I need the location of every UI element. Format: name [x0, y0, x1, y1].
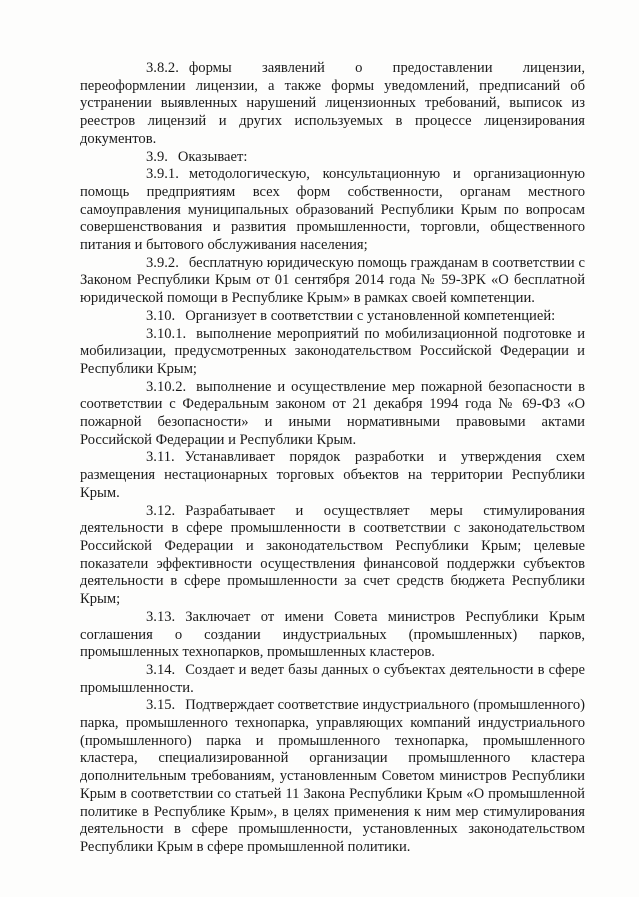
paragraph-number: 3.9. — [146, 148, 168, 165]
paragraph-3-11 — [80, 449, 585, 502]
paragraph-text: Разрабатывает и осуществляет меры стимулирования деятельности в сфере промышленности в соответствии с законодательством Российской Федерации и законодательством Республики Крым; целевые показатели эффективности осуществления финансовой поддержки субъектов деятельности в сфере промышленности за счет средств бюджета Республики Крым; — [80, 502, 585, 608]
document-body — [80, 60, 585, 857]
paragraph-number: 3.11. — [146, 449, 175, 466]
paragraph-number: 3.10. — [146, 307, 176, 324]
paragraph-text: Устанавливает порядок разработки и утверждения схем размещения нестационарных торговых объектов на территории Республики Крым. — [80, 449, 585, 501]
paragraph-text: Оказывает: — [177, 148, 248, 165]
paragraph-3-10-1 — [80, 326, 585, 379]
paragraph-number: 3.8.2. — [146, 60, 179, 76]
paragraph-number: 3.9.1. — [146, 166, 179, 183]
paragraph-text: методологическую, консультационную и организационную помощь предприятиям всех форм собственности, органам местного самоуправления муниципальных образований Республики Крым по вопросам совершенствования и развития промышленности, торговли, общественного питания и бытового обслуживания населения; — [80, 166, 585, 254]
paragraph-text: формы заявлений о предоставлении лицензии, переоформлении лицензии, а также формы уведомлений, предписаний об устранении выявленных нарушений лицензионных требований, выписок из реестров лицензий и других используемых в процессе лицензирования документов. — [80, 60, 585, 147]
paragraph-number: 3.10.2. — [146, 378, 187, 395]
paragraph-text: выполнение мероприятий по мобилизационной подготовке и мобилизации, предусмотренных законодательством Российской Федерации и Республики Крым; — [80, 325, 585, 377]
paragraph-number: 3.12. — [146, 502, 176, 519]
paragraph-3-9-2 — [80, 255, 585, 308]
paragraph-text: Организует в соответствии с установленной компетенцией: — [185, 307, 556, 324]
paragraph-3-14 — [80, 662, 585, 697]
paragraph-number: 3.10.1. — [146, 325, 187, 342]
paragraph-number: 3.15. — [146, 697, 176, 714]
paragraph-3-12 — [80, 503, 585, 609]
paragraph-3-10 — [80, 308, 585, 326]
paragraph-text: Заключает от имени Совета министров Республики Крым соглашения о создании индустриальных (промышленных) парков, промышленных технопарков, промышленных кластеров. — [80, 608, 585, 661]
paragraph-3-15 — [80, 697, 585, 856]
paragraph-text: Подтверждает соответствие индустриального (промышленного) парка, промышленного технопарка, управляющих компаний индустриального (промышленного) парка и промышленного технопарка, промышленного кластера, специализированной организации промышленного кластера дополнительным требованиям, установленным Советом министров Республики Крым в соответствии со статьей 11 Закона Республики Крым «О промышленной политике в Республике Крым», в целях применения к ним мер стимулирования деятельности в сфере промышленности, установленных законодательством Республики Крым в сфере промышленной политики. — [80, 697, 585, 855]
paragraph-3-10-2 — [80, 379, 585, 450]
paragraph-3-9 — [80, 149, 585, 167]
paragraph-text: Создает и ведет базы данных о субъектах деятельности в сфере промышленности. — [80, 661, 585, 696]
paragraph-text: выполнение и осуществление мер пожарной безопасности в соответствии с Федеральным законом от 21 декабря 1994 года № 69-ФЗ «О пожарной безопасности» и иными нормативными правовыми актами Российской Федерации и Республики Крым. — [80, 378, 585, 448]
paragraph-number: 3.14. — [146, 661, 176, 678]
paragraph-number: 3.9.2. — [146, 254, 179, 271]
paragraph-number: 3.13. — [146, 608, 176, 625]
paragraph-text: бесплатную юридическую помощь гражданам в соответствии с Законом Республики Крым от 01 сентября 2014 года № 59-ЗРК «О бесплатной юридической помощи в Республике Крым» в рамках своей компетенции. — [80, 254, 585, 307]
paragraph-3-13 — [80, 609, 585, 662]
paragraph-3-9-1 — [80, 166, 585, 255]
paragraph-3-8-2 — [80, 60, 585, 149]
